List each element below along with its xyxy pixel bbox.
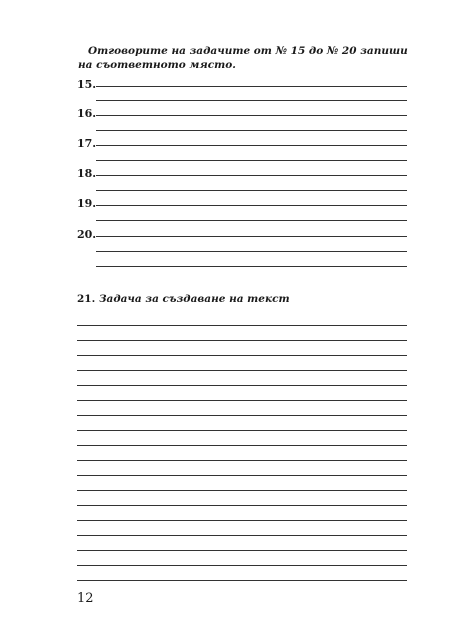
essay-line[interactable]	[77, 415, 407, 416]
answer-number: 20.	[77, 228, 97, 241]
answer-number: 17.	[77, 137, 97, 150]
essay-line[interactable]	[77, 520, 407, 521]
essay-line[interactable]	[77, 580, 407, 581]
answer-number: 19.	[77, 197, 97, 210]
page-number: 12	[77, 591, 94, 606]
essay-line[interactable]	[77, 565, 407, 566]
essay-line[interactable]	[77, 385, 407, 386]
essay-line[interactable]	[77, 445, 407, 446]
essay-line[interactable]	[77, 535, 407, 536]
essay-line[interactable]	[77, 475, 407, 476]
task-21-title	[77, 293, 290, 305]
answer-line[interactable]	[96, 145, 407, 146]
essay-line[interactable]	[77, 370, 407, 371]
essay-line[interactable]	[77, 355, 407, 356]
answer-line[interactable]	[96, 251, 407, 252]
answer-line[interactable]	[96, 175, 407, 176]
answer-line[interactable]	[96, 86, 407, 87]
answer-line[interactable]	[96, 130, 407, 131]
essay-line[interactable]	[77, 490, 407, 491]
essay-line[interactable]	[77, 550, 407, 551]
answer-line[interactable]	[96, 205, 407, 206]
essay-line[interactable]	[77, 325, 407, 326]
essay-line[interactable]	[77, 400, 407, 401]
essay-line[interactable]	[77, 460, 407, 461]
answer-line[interactable]	[96, 220, 407, 221]
answer-line[interactable]	[96, 266, 407, 267]
answer-line[interactable]	[96, 190, 407, 191]
essay-line[interactable]	[77, 430, 407, 431]
essay-line[interactable]	[77, 340, 407, 341]
task-title-text: Задача за създаване на текст	[98, 293, 290, 305]
answer-number: 15.	[77, 78, 97, 91]
answer-number: 16.	[77, 107, 97, 120]
answer-number: 18.	[77, 167, 97, 180]
answer-line[interactable]	[96, 115, 407, 116]
answer-line[interactable]	[96, 236, 407, 237]
answer-line[interactable]	[96, 160, 407, 161]
essay-line[interactable]	[77, 505, 407, 506]
answer-line[interactable]	[96, 100, 407, 101]
task-number: 21.	[77, 293, 96, 305]
instructions-text: Отговорите на задачите от № 15 до № 20 запиши на съответното място.	[78, 45, 408, 71]
